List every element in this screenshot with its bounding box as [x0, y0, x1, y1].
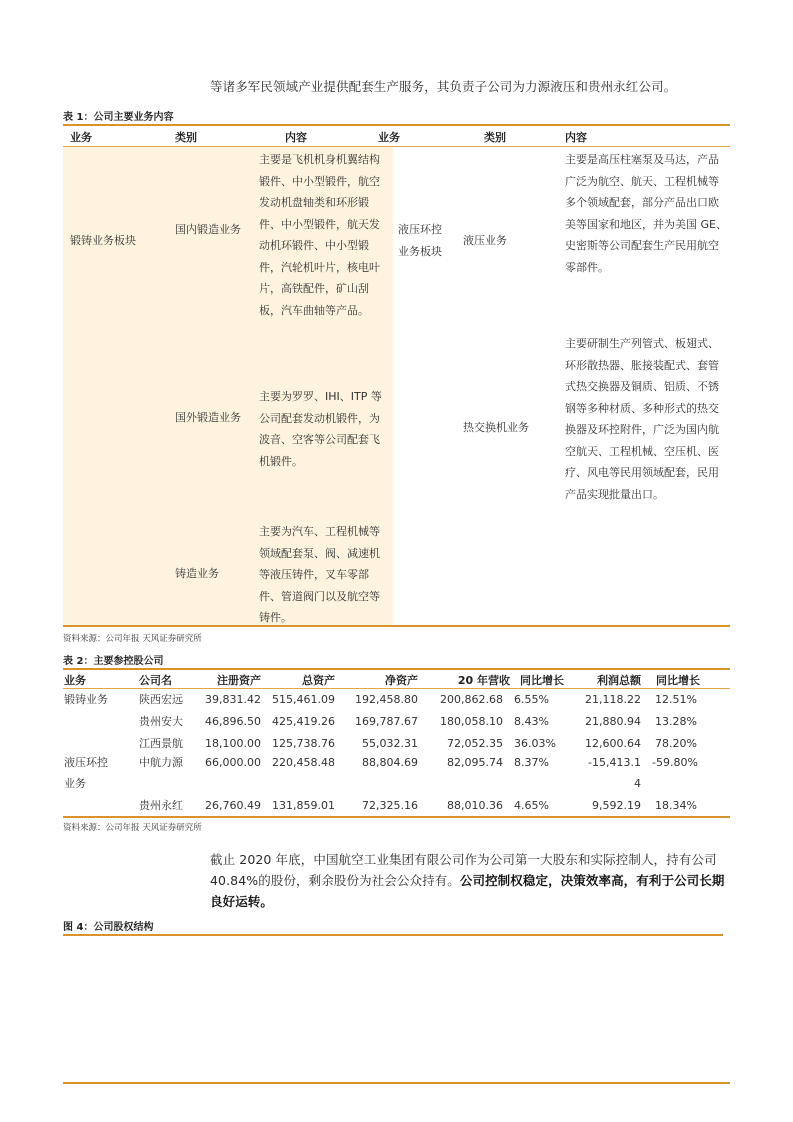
table1-right-category-1: 液压业务	[463, 234, 507, 247]
table1-header-category-right: 类别	[484, 131, 506, 144]
table2-row3-revenue: 72,052.35	[447, 737, 503, 750]
table1-header-content-left: 内容	[285, 131, 307, 144]
table2-row4-profit-wrap: 4	[634, 777, 641, 790]
table2-row3-registered: 18,100.00	[205, 737, 261, 750]
table2-row4-business-line2: 业务	[64, 777, 86, 790]
table2-row2-profit: 21,880.94	[585, 715, 641, 728]
table2-bottom-rule	[63, 816, 730, 818]
table2-row3-company: 江西景航	[139, 737, 183, 750]
table1-right-business: 液压环控业务板块	[398, 223, 442, 258]
table2-row1-total: 515,461.09	[272, 693, 335, 706]
table2-header-profit-growth: 同比增长	[656, 674, 700, 687]
table1-right-content-2: 主要研制生产列管式、板翅式、环形散热器、胀接装配式、套管式热交换器及铜质、铝质、不锈钢等多种材质、多种形式的热交换器及环控附件，广泛为国内航空航天、工程机械、空压机、医疗、风电等民用领域配套，民用产品实现批量出口。	[565, 337, 719, 501]
table2-row2-revenue: 180,058.10	[440, 715, 503, 728]
table2-row4-profit-growth: -59.80%	[652, 756, 698, 769]
table2-caption: 表 2：主要参控股公司	[63, 656, 164, 667]
table2-row2-net: 169,787.67	[355, 715, 418, 728]
table2-row5-profit-growth: 18.34%	[655, 799, 697, 812]
table1-header-category-left: 类别	[175, 131, 197, 144]
table2-row5-revenue: 88,010.36	[447, 799, 503, 812]
table1-right-content-1: 主要是高压柱塞泵及马达，产品广泛为航空、航天、工程机械等多个领域配套，部分产品出口欧美等国家和地区，并为美国 GE、史密斯等公司配套生产民用航空零部件。	[565, 153, 727, 274]
table1-left-category-2: 国外锻造业务	[175, 411, 241, 424]
table2-row3-profit-growth: 78.20%	[655, 737, 697, 750]
table2-row3-total: 125,738.76	[272, 737, 335, 750]
table2-row3-net: 55,032.31	[362, 737, 418, 750]
table2-row4-total: 220,458.48	[272, 756, 335, 769]
table2-row5-company: 贵州永红	[139, 799, 183, 812]
table2-header-net: 净资产	[385, 674, 418, 687]
table1-source: 资料来源：公司年报 天风证券研究所	[63, 634, 202, 644]
table2-row4-net: 88,804.69	[362, 756, 418, 769]
table2-row1-revenue: 200,862.68	[440, 693, 503, 706]
table1-header-business-left: 业务	[70, 131, 92, 144]
table2-row1-rev-growth: 6.55%	[514, 693, 549, 706]
table2-header-revenue: 20 年营收	[457, 674, 510, 687]
page-footer-rule	[63, 1082, 730, 1084]
table2-row3-profit: 12,600.64	[585, 737, 641, 750]
table1-right-category-2: 热交换机业务	[463, 421, 529, 434]
table2-source: 资料来源：公司年报 天风证券研究所	[63, 823, 202, 833]
table1-left-category-1: 国内锻造业务	[175, 223, 241, 236]
table2-row4-profit: -15,413.1	[588, 756, 641, 769]
table1-left-content-3: 主要为汽车、工程机械等领域配套泵、阀、减速机等液压铸件，叉车零部件、管道阀门以及航空等铸件。	[259, 525, 380, 624]
table2-row2-company: 贵州安大	[139, 715, 183, 728]
table2-row5-net: 72,325.16	[362, 799, 418, 812]
table2-header-registered: 注册资产	[217, 674, 261, 687]
table1-left-business: 锻铸业务板块	[70, 234, 136, 247]
table1-left-category-3: 铸造业务	[175, 567, 219, 580]
table1-left-content-1: 主要是飞机机身机翼结构锻件、中小型锻件，航空发动机盘轴类和环形锻件、中小型锻件，航天发动机环锻件、中小型锻件，汽轮机叶片，核电叶片，高铁配件，矿山刮板，汽车曲轴等产品。	[259, 153, 380, 317]
table2-row5-profit: 9,592.19	[592, 799, 641, 812]
table2-row4-registered: 66,000.00	[205, 756, 261, 769]
closing-paragraph	[210, 849, 730, 912]
table2-row1-company: 陕西宏远	[139, 693, 183, 706]
closing-normal-text: 截止 2020 年底，中国航空工业集团有限公司作为公司第一大股东和实际控制人，持有公司 40.84%的股份，剩余股份为社会公众持有。	[210, 852, 717, 888]
table2-row4-company: 中航力源	[139, 756, 183, 769]
table2-header-total: 总资产	[302, 674, 335, 687]
table2-row2-profit-growth: 13.28%	[655, 715, 697, 728]
table2-row3-rev-growth: 36.03%	[514, 737, 556, 750]
table1-bottom-rule	[63, 625, 730, 627]
table1-left-content-2: 主要为罗罗、IHI、ITP 等公司配套发动机锻件，为波音、空客等公司配套飞机锻件。	[259, 390, 382, 468]
table2-row4-rev-growth: 8.37%	[514, 756, 549, 769]
table2-row4-business-line1: 液压环控	[64, 756, 108, 769]
table1-top-rule	[63, 124, 730, 126]
table1-header-business-right: 业务	[378, 131, 400, 144]
table2-header-profit: 利润总额	[597, 674, 641, 687]
figure4-caption: 图 4：公司股权结构	[63, 922, 154, 933]
table2-row1-business: 锻铸业务	[64, 693, 108, 706]
table1-header-content-right: 内容	[565, 131, 587, 144]
table2-row4-revenue: 82,095.74	[447, 756, 503, 769]
table2-top-rule	[63, 668, 730, 670]
table2-row2-total: 425,419.26	[272, 715, 335, 728]
table2-row5-registered: 26,760.49	[205, 799, 261, 812]
table2-header-business: 业务	[64, 674, 86, 687]
table2-row2-registered: 46,896.50	[205, 715, 261, 728]
table2-row1-profit: 21,118.22	[585, 693, 641, 706]
intro-paragraph: 等诸多军民领域产业提供配套生产服务，其负责子公司为力源液压和贵州永红公司。	[210, 79, 677, 94]
table2-row5-total: 131,859.01	[272, 799, 335, 812]
table2-row1-net: 192,458.80	[355, 693, 418, 706]
table2-row1-registered: 39,831.42	[205, 693, 261, 706]
table1-caption: 表 1：公司主要业务内容	[63, 112, 174, 123]
table2-header-company: 公司名	[139, 674, 172, 687]
table2-row1-profit-growth: 12.51%	[655, 693, 697, 706]
table2-row5-rev-growth: 4.65%	[514, 799, 549, 812]
closing-bold-text: 公司控制权稳定，决策效率高，有利于公司长期良好运转。	[210, 873, 725, 909]
table2-row2-rev-growth: 8.43%	[514, 715, 549, 728]
table2-header-rev-growth: 同比增长	[520, 674, 564, 687]
figure4-top-rule	[63, 934, 723, 936]
